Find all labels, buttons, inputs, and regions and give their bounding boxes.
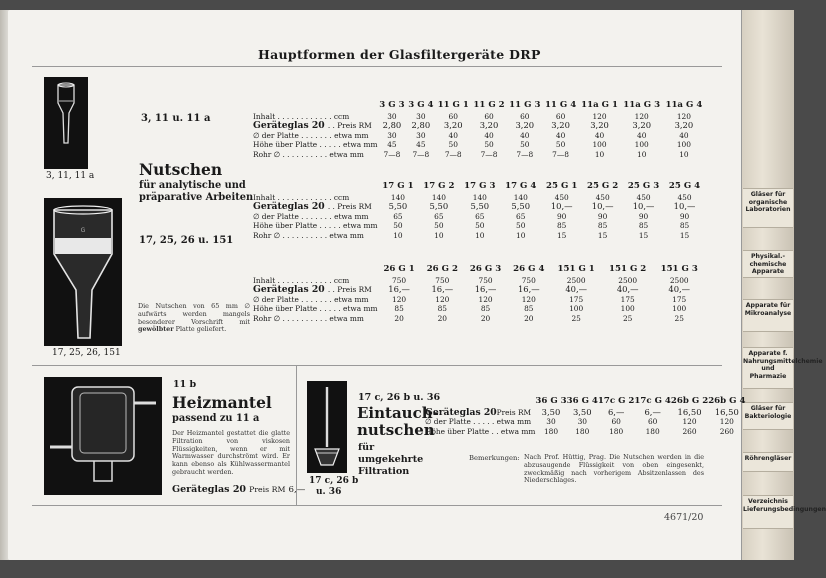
model-header: 17 G 1 <box>382 181 414 192</box>
table-cell: 85 <box>638 221 649 231</box>
table-cell: 180 <box>575 426 590 436</box>
row-rohr: Rohr ∅ . . . . . . . . . . etwa mm 20 20 20 20 25 25 25 <box>253 314 705 323</box>
table-header-row <box>253 264 705 276</box>
table-cell: 40 <box>448 130 458 140</box>
table-header-row <box>253 181 705 193</box>
table-cell: 25 <box>674 313 684 323</box>
table-cell: 2500 <box>669 276 689 285</box>
table-cell: 40 <box>679 130 689 140</box>
table-cell: 6,— <box>607 407 625 417</box>
model-header: 11a G 4 <box>665 100 703 111</box>
table-cell: 40 <box>484 130 494 140</box>
eintauch-subheading: für umgekehrte Filtration <box>358 442 424 477</box>
table-cell: 40,— <box>616 284 639 295</box>
table-cell: 60 <box>555 112 566 121</box>
table-cell: 120 <box>634 112 649 121</box>
model-header: 26 G 1 <box>383 264 415 275</box>
row-platte: ∅ der Platte . . . . . . . etwa mm 30 30 40 40 40 40 40 40 40 <box>253 131 705 140</box>
model-header: 25 G 3 <box>627 181 660 192</box>
heizmantel-price-line: Geräteglas 20 Preis RM 6,— <box>172 484 306 495</box>
eintauch-photo <box>307 381 347 473</box>
heizmantel-number: 11 b <box>173 379 197 390</box>
table-cell: 7—8 <box>552 149 569 159</box>
table-cell: 3,20 <box>632 120 652 131</box>
photo-caption-large: 17, 25, 26, 151 <box>52 348 121 358</box>
table-cell: 140 <box>390 193 405 202</box>
photo-caption-small: 3, 11, 11 a <box>46 171 95 181</box>
bottom-rule <box>32 505 722 506</box>
table-cell: 85 <box>679 221 690 231</box>
table-cell: 30 <box>416 112 426 121</box>
model-header: 17 G 3 <box>464 181 496 192</box>
table-cell: 16,50 <box>714 407 739 417</box>
model-header: 11a G 1 <box>581 100 618 111</box>
model-header: 25 G 2 <box>586 181 619 192</box>
table-cell: 40,— <box>565 284 588 295</box>
table-cell: 15 <box>597 230 608 240</box>
table-cell: 7—8 <box>383 149 401 159</box>
table-cell: 175 <box>569 294 584 304</box>
eintauch-table <box>425 396 745 436</box>
table-cell: 90 <box>679 211 690 221</box>
row-platte: ∅ der Platte . . . . . . . etwa mm 120 120 120 120 175 175 175 <box>253 295 705 304</box>
table-cell: 10,— <box>550 201 573 212</box>
table-cell: 30 <box>387 130 397 140</box>
table-cell: 65 <box>393 211 403 221</box>
table-cell: 40 <box>594 130 605 140</box>
table-cell: 7—8 <box>516 149 534 159</box>
table-cell: 85 <box>394 304 404 314</box>
heizmantel-subheading: passend zu 11 a <box>172 413 260 424</box>
eintauch-heading: Eintauch- nutschen <box>357 404 439 439</box>
table-cell: 30 <box>546 417 556 427</box>
table-cell: 10 <box>516 230 526 240</box>
model-header: 11 G 3 <box>509 100 541 111</box>
table-cell: 15 <box>638 230 649 240</box>
table-cell: 140 <box>472 193 487 202</box>
table-cell: 140 <box>431 193 446 202</box>
model-header: 17 G 4 <box>505 181 537 192</box>
table-cell: 16,— <box>388 284 410 295</box>
table-cell: 40 <box>555 130 566 140</box>
row-inhalt: Inhalt . . . . . . . . . . . . ccm 140 140 140 140 450 450 450 450 <box>253 193 705 202</box>
side-tab-index[interactable]: Verzeichnis Lieferungsbedingungen <box>743 495 793 529</box>
table-cell: 175 <box>672 294 687 304</box>
side-tab-physical[interactable]: Physikal.-chemische Apparate <box>743 250 793 278</box>
table-cell: 30 <box>416 130 426 140</box>
table-cell: 140 <box>513 193 528 202</box>
model-header: 17c G 2 <box>597 396 635 407</box>
table-cell: 180 <box>543 426 559 436</box>
model-header: 11 G 2 <box>473 100 505 111</box>
model-header: 25 G 4 <box>668 181 701 192</box>
model-header: 36 G 3 <box>535 396 567 407</box>
table-cell: 90 <box>638 211 649 221</box>
table-cell: 16,— <box>517 284 540 295</box>
table-cell: 15 <box>679 230 690 240</box>
side-tab-food[interactable]: Apparate f. Nahrungsmittelchemie und Pharmazie <box>743 347 793 389</box>
row-preis: Geräteglas 20Preis RM 3,50 3,50 6,— 6,— 16,50 16,50 <box>425 408 745 417</box>
table-cell: 10,— <box>591 201 614 212</box>
table-cell: 450 <box>554 193 569 202</box>
model-header: 151 G 1 <box>557 264 595 275</box>
table-cell: 50 <box>516 221 526 231</box>
table-cell: 10 <box>637 149 647 159</box>
table-cell: 10 <box>434 230 444 240</box>
table-cell: 7—8 <box>444 149 462 159</box>
table-cell: 60 <box>611 417 621 427</box>
heizmantel-heading: Heizmantel <box>172 393 272 412</box>
table-cell: 60 <box>448 112 458 121</box>
row-inhalt: Inhalt . . . . . . . . . . . . ccm 750 750 750 750 2500 2500 2500 <box>253 276 705 285</box>
model-header: 17c G 4 <box>634 396 671 407</box>
table-cell: 50 <box>484 140 494 150</box>
table-cell: 10 <box>679 149 689 159</box>
heizmantel-description: Der Heizmantel gestattet die glatte Filtration von viskosen Flüssigkeiten, wenn er mit Warmwasser durchströmt wird. Er kann ebenso als Kühlwassermantel gebraucht werden. <box>172 429 290 476</box>
remarks-text: Nach Prof. Hüttig, Prag. Die Nutschen werden in die abzusaugende Flüssigkeit von oben eingesenkt, zweckmäßig nach vorherigem Absitzenlassen des Niederschlages. <box>524 453 704 485</box>
nutschen-table-3 <box>253 264 705 323</box>
funnel-photo-large <box>44 198 122 346</box>
model-header: 26 G 3 <box>469 264 502 275</box>
model-header: 11a G 3 <box>623 100 661 111</box>
table-cell: 2500 <box>566 276 586 285</box>
table-cell: 85 <box>480 304 491 314</box>
table-cell: 7—8 <box>480 149 498 159</box>
table-cell: 40 <box>637 130 647 140</box>
table-cell: 30 <box>577 417 587 427</box>
table-cell: 45 <box>387 140 397 150</box>
table-cell: 15 <box>556 230 567 240</box>
table-cell: 2,80 <box>411 120 431 131</box>
table-cell: 3,20 <box>674 120 694 131</box>
svg-text:G: G <box>80 227 86 234</box>
table-cell: 40 <box>520 130 530 140</box>
table-cell: 25 <box>571 313 581 323</box>
page-title: Hauptformen der Glasfiltergeräte DRP <box>258 47 541 62</box>
table-cell: 100 <box>569 304 584 314</box>
nutschen-heading: Nutschen <box>139 160 223 179</box>
funnel-photo-small <box>44 77 88 169</box>
row-rohr: Rohr ∅ . . . . . . . . . . etwa mm 10 10 10 10 15 15 15 15 <box>253 231 705 240</box>
table-cell: 85 <box>597 221 608 231</box>
table-cell: 16,— <box>474 284 497 295</box>
table-cell: 100 <box>592 140 607 150</box>
table-cell: 90 <box>597 211 608 221</box>
row-hoehe: Höhe über Platte . . . . . etwa mm 85 85 85 85 100 100 100 <box>253 304 705 313</box>
row-hoehe: Höhe über Platte . . . . . etwa mm 45 45 50 50 50 50 100 100 100 <box>253 140 705 149</box>
table-cell: 5,50 <box>388 201 408 212</box>
model-header: 11 G 4 <box>544 100 577 111</box>
table-cell: 120 <box>478 294 493 304</box>
table-cell: 60 <box>647 417 658 427</box>
table-cell: 120 <box>592 112 607 121</box>
model-header: 25 G 1 <box>546 181 578 192</box>
table-cell: 20 <box>524 313 534 323</box>
table-cell: 450 <box>677 193 692 202</box>
side-tab-bacteriology[interactable]: Gläser für Bakteriologie <box>743 402 793 430</box>
row-preis: Geräteglas 20 . . Preis RM 2,80 2,80 3,20 3,20 3,20 3,20 3,20 3,20 3,20 <box>253 121 705 130</box>
side-tab-micro[interactable]: Apparate für Mikroanalyse <box>743 299 793 332</box>
section-rule <box>32 365 722 366</box>
table-cell: 10,— <box>673 201 696 212</box>
table-cell: 65 <box>434 211 444 221</box>
table-cell: 20 <box>394 313 404 323</box>
eintauch-photo-caption-1: 17 c, 26 b <box>309 476 359 486</box>
table-cell: 10 <box>393 230 403 240</box>
table-cell: 7—8 <box>412 149 430 159</box>
group1-label: 3, 11 u. 11 a <box>141 113 211 124</box>
row-hoehe: Höhe über Platte . . etwa mm 180 180 180 180 260 260 <box>425 427 745 436</box>
table-cell: 120 <box>682 417 697 427</box>
table-cell: 450 <box>595 193 610 202</box>
model-header: 151 G 3 <box>660 264 698 275</box>
model-header: 26b G 2 <box>670 396 709 407</box>
row-inhalt: Inhalt . . . . . . . . . . . . ccm 30 30 60 60 60 60 120 120 120 <box>253 112 705 121</box>
table-cell: 65 <box>475 211 485 221</box>
table-cell: 100 <box>634 140 649 150</box>
table-cell: 750 <box>521 276 536 285</box>
table-cell: 120 <box>392 294 407 304</box>
nutschen-subheading-2: präparative Arbeiten <box>139 192 254 203</box>
table-cell: 20 <box>480 313 491 323</box>
table-cell: 750 <box>435 276 450 285</box>
row-platte: ∅ der Platte . . . . . . . etwa mm 65 65 65 65 90 90 90 90 <box>253 212 705 221</box>
model-header: 17 G 2 <box>423 181 455 192</box>
table-cell: 50 <box>520 140 530 150</box>
table-cell: 16,50 <box>677 407 702 417</box>
table-cell: 30 <box>387 112 397 121</box>
table-cell: 3,20 <box>590 120 609 131</box>
model-header: 26b G 4 <box>708 396 746 407</box>
table-cell: 10 <box>475 230 485 240</box>
side-index-edge <box>741 10 794 560</box>
table-cell: 3,20 <box>551 120 570 131</box>
table-cell: 180 <box>645 426 660 436</box>
model-header: 151 G 2 <box>609 264 647 275</box>
table-cell: 6,— <box>644 407 661 417</box>
table-cell: 40,— <box>668 284 691 295</box>
table-cell: 5,50 <box>470 201 490 212</box>
table-cell: 2,80 <box>382 120 402 131</box>
table-cell: 120 <box>676 112 691 121</box>
table-cell: 90 <box>556 211 567 221</box>
table-cell: 16,— <box>431 284 454 295</box>
row-preis: Geräteglas 20 . . Preis RM 16,— 16,— 16,— 16,— 40,— 40,— 40,— <box>253 285 705 294</box>
table-cell: 100 <box>620 304 635 314</box>
table-header-row <box>253 100 705 112</box>
page-number: 4671/20 <box>664 512 704 523</box>
model-header: 3 G 4 <box>408 100 434 111</box>
table-cell: 85 <box>524 304 534 314</box>
table-cell: 60 <box>520 112 530 121</box>
side-tab-organic[interactable]: Gläser für organische Laboratorien <box>743 188 793 228</box>
table-cell: 3,20 <box>443 120 463 131</box>
table-cell: 260 <box>719 426 734 436</box>
table-cell: 3,50 <box>572 407 592 417</box>
heizmantel-photo <box>44 377 162 495</box>
eintauch-number: 17 c, 26 b u. 36 <box>358 392 441 403</box>
table-cell: 50 <box>393 221 403 231</box>
table-cell: 50 <box>434 221 444 231</box>
model-header: 11 G 1 <box>437 100 469 111</box>
table-cell: 60 <box>484 112 494 121</box>
side-tab-tubes[interactable]: Röhrengläser <box>743 452 793 472</box>
table-cell: 20 <box>437 313 448 323</box>
row-hoehe: Höhe über Platte . . . . . etwa mm 50 50 50 50 85 85 85 85 <box>253 221 705 230</box>
table-cell: 750 <box>392 276 407 285</box>
nutschen-table-2 <box>253 181 705 240</box>
table-cell: 85 <box>437 304 448 314</box>
table-cell: 50 <box>448 140 458 150</box>
table-cell: 100 <box>672 304 687 314</box>
table-cell: 50 <box>475 221 485 231</box>
table-cell: 120 <box>719 417 734 427</box>
eintauch-photo-caption-2: u. 36 <box>316 487 342 497</box>
title-rule <box>32 66 722 67</box>
table-cell: 85 <box>556 221 567 231</box>
table-cell: 120 <box>435 294 450 304</box>
remarks-label: Bemerkungen: <box>469 454 520 462</box>
model-header: 36 G 4 <box>566 396 598 407</box>
table-cell: 3,20 <box>479 120 499 131</box>
table-cell: 25 <box>622 313 633 323</box>
group2-label: 17, 25, 26 u. 151 <box>139 235 234 246</box>
table-cell: 450 <box>636 193 651 202</box>
table-cell: 175 <box>620 294 635 304</box>
model-header: 26 G 4 <box>513 264 545 275</box>
table-cell: 120 <box>521 294 536 304</box>
table-cell: 10 <box>594 149 605 159</box>
table-cell: 5,50 <box>511 201 531 212</box>
table-cell: 750 <box>478 276 493 285</box>
table-cell: 45 <box>416 140 426 150</box>
nutschen-table-1 <box>253 100 705 159</box>
table-cell: 2500 <box>618 276 638 285</box>
table-cell: 3,20 <box>515 120 535 131</box>
row-platte: ∅ der Platte . . . . . etwa mm 30 30 60 60 120 120 <box>425 417 745 426</box>
model-header: 26 G 2 <box>426 264 458 275</box>
table-cell: 260 <box>682 426 697 436</box>
table-cell: 10,— <box>632 201 655 212</box>
nutschen-footnote: Die Nutschen von 65 mm ∅ aufwärts werden mangels besonderer Vorschrift mit gewölbter Platte geliefert. <box>138 302 250 334</box>
table-cell: 100 <box>676 140 691 150</box>
table-cell: 50 <box>555 140 566 150</box>
table-cell: 5,50 <box>429 201 449 212</box>
row-preis: Geräteglas 20 . . Preis RM 5,50 5,50 5,50 5,50 10,— 10,— 10,— 10,— <box>253 202 705 211</box>
nutschen-subheading-1: für analytische und <box>139 180 246 191</box>
table-cell: 65 <box>516 211 526 221</box>
table-cell: 180 <box>609 426 624 436</box>
row-rohr: Rohr ∅ . . . . . . . . . . etwa mm 7—8 7—8 7—8 7—8 7—8 7—8 10 10 10 <box>253 150 705 159</box>
model-header: 3 G 3 <box>379 100 405 111</box>
table-cell: 3,50 <box>541 407 561 417</box>
